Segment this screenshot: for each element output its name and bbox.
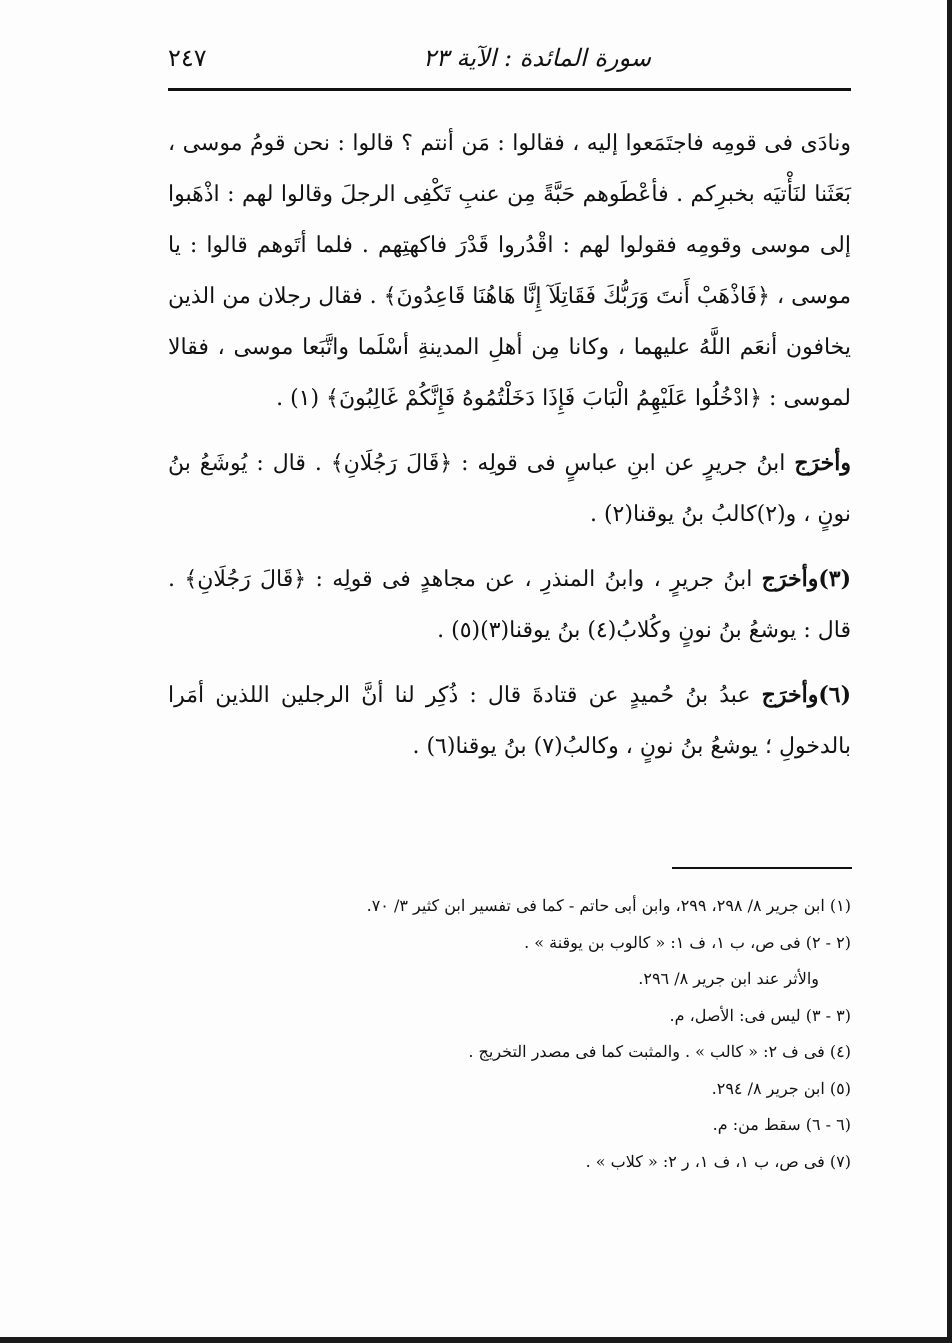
- footnote-4: (٤) فى ف ٢: « كالب » . والمثبت كما فى مصدر التخريج .: [468, 1042, 851, 1061]
- paragraph-text: ونادَى فى قومِه فاجتَمَعوا إليه ، فقالوا : مَن أنتم ؟ قالوا : نحن قومُ موسى ، بَعَثَنا لنَأْتيَه بخبرِكم . فأعْطَوهم حَبَّةً مِن عنبِ تَكْفِى الرجلَ وقالوا لهم : اذْهَبوا إلى موسى وقومِه فقولوا لهم : اقْدُروا قَدْرَ فاكهتِهم . فلما أتَوهم قالوا : يا موسى ، ﴿فَاذْهَبْ أَنتَ وَرَبُّكَ فَقَاتِلَآ إِنَّا هَاهُنَا قَاعِدُونَ﴾ . فقال رجلان من الذين يخافون أنعَم اللَّهُ عليهما ، وكانا مِن أهلِ المدينةِ أسْلَما واتَّبَعا موسى ، فقالا لموسى : ﴿ادْخُلُوا عَلَيْهِمُ الْبَابَ فَإِذَا دَخَلْتُمُوهُ فَإِنَّكُمْ غَالِبُونَ﴾ (١) .: [168, 131, 851, 411]
- footnote-2: (٢ - ٢) فى ص، ب ١، ف ١: « كالوب بن يوقنة » .: [524, 932, 851, 952]
- footnote-6: (٦ - ٦) سقط من: م.: [712, 1115, 851, 1134]
- paragraph-lead: (٣)وأخرَج: [761, 566, 851, 592]
- footnotes: [180, 888, 851, 1180]
- paragraph-1: [168, 118, 851, 424]
- main-text: [168, 118, 851, 786]
- scan-edge-bottom: [0, 1337, 952, 1343]
- header-divider: [168, 88, 851, 91]
- footnote-7: (٧) فى ص، ب ١، ف ١، ر ٢: « كلاب » .: [585, 1151, 851, 1171]
- paragraph-text: ابنُ جريرٍ ، وابنُ المنذرِ ، عن مجاهدٍ فى قولِه : ﴿قَالَ رَجُلَانِ﴾ . قال : يوشعُ بنُ نونٍ وكُلابُ(٤) بنُ يوقنا(٣)(٥) .: [168, 567, 851, 643]
- paragraph-4: [168, 670, 851, 772]
- running-title: سورة المائدة : الآية ٢٣: [423, 44, 651, 72]
- scan-edge-right: [947, 0, 952, 1343]
- footnote-2-note: والأثر عند ابن جرير ٨/ ٢٩٦.: [638, 969, 819, 988]
- footnote-divider: [672, 867, 852, 869]
- paragraph-text: عبدُ بنُ حُميدٍ عن قتادةَ قال : ذُكِر لنا أنَّ الرجلين اللذين أمَرا بالدخولِ ؛ يوشعُ بنُ نونٍ ، وكالبُ(٧) بنُ يوقنا(٦) .: [168, 683, 851, 759]
- running-header: [168, 40, 851, 84]
- paragraph-3: [168, 554, 851, 656]
- footnote-3: (٣ - ٣) ليس فى: الأصل، م.: [669, 1005, 851, 1025]
- paragraph-2: [168, 438, 851, 540]
- footnote-5: (٥) ابن جرير ٨/ ٢٩٤.: [711, 1078, 851, 1098]
- paragraph-text: ابنُ جريرٍ عن ابنِ عباسٍ فى قولِه : ﴿قَالَ رَجُلَانِ﴾ . قال : يُوشَعُ بنُ نونٍ ، و(٢)كالبُ بنُ يوقنا(٢) .: [168, 451, 851, 527]
- page-number: ٢٤٧: [168, 44, 207, 72]
- paragraph-lead: وأخرَج: [794, 450, 851, 476]
- footnote-1: (١) ابن جرير ٨/ ٢٩٨، ٢٩٩، وابن أبى حاتم - كما فى تفسير ابن كثير ٣/ ٧٠.: [366, 896, 851, 915]
- paragraph-lead: (٦)وأخرَج: [761, 682, 851, 708]
